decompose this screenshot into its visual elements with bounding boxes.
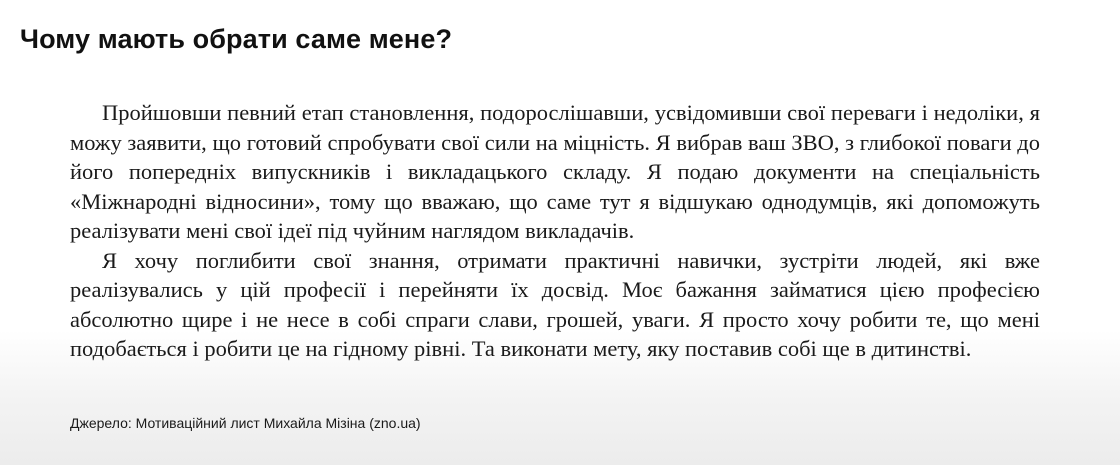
slide-title: Чому мають обрати саме мене? [20,24,453,54]
paragraph-2: Я хочу поглибити свої знання, отримати практичні навички, зустріти людей, які вже реалізувались у цій професії і перейняти їх досвід. Моє бажання займатися цією професією абсолютно щире і не несе в собі спраги слави, грошей, уваги. Я просто хочу робити те, що мені подобається і робити це на гідному рівні. Та виконати мету, яку поставив собі ще в дитинстві. [70,247,1040,361]
source-caption: Джерело: Мотиваційний лист Михайла Мізіна (zno.ua) [70,415,421,431]
paragraph-1: Пройшовши певний етап становлення, подорослішавши, усвідомивши свої переваги і недоліки, я можу заявити, що готовий спробувати свої сили на міцність. Я вибрав ваш ЗВО, з глибокої поваги до його попередніх випускників і викладацького складу. Я подаю документи на спеціальність «Міжнародні відносини», тому що вважаю, що саме тут я відшукаю однодумців, які допоможуть реалізувати мені свої ідеї під чуйним наглядом викладачів. [70,100,1040,243]
letter-body [70,98,1040,364]
